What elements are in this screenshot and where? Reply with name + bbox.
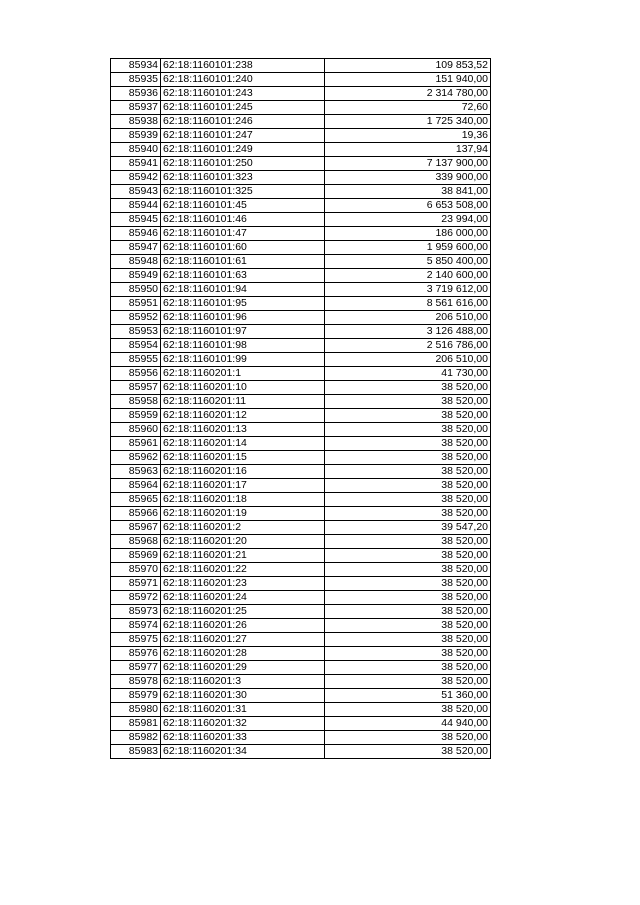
table-row [111,535,491,549]
cadastral-value-cell: 38 841,00 [325,185,491,199]
table-row [111,409,491,423]
cadastral-value-cell: 38 520,00 [325,535,491,549]
table-row [111,395,491,409]
table-row [111,675,491,689]
row-number-cell: 85961 [111,437,161,451]
row-number-cell: 85972 [111,591,161,605]
cadastral-number-cell: 62:18:1160101:47 [161,227,325,241]
cadastral-number-cell: 62:18:1160201:23 [161,577,325,591]
cadastral-value-cell: 38 520,00 [325,395,491,409]
row-number-cell: 85958 [111,395,161,409]
cadastral-number-cell: 62:18:1160101:94 [161,283,325,297]
cadastral-number-cell: 62:18:1160101:99 [161,353,325,367]
cadastral-number-cell: 62:18:1160101:97 [161,325,325,339]
row-number-cell: 85971 [111,577,161,591]
row-number-cell: 85934 [111,59,161,73]
cadastral-number-cell: 62:18:1160201:10 [161,381,325,395]
cadastral-number-cell: 62:18:1160201:20 [161,535,325,549]
row-number-cell: 85978 [111,675,161,689]
row-number-cell: 85954 [111,339,161,353]
cadastral-number-cell: 62:18:1160101:63 [161,269,325,283]
row-number-cell: 85948 [111,255,161,269]
cadastral-number-cell: 62:18:1160201:32 [161,717,325,731]
cadastral-value-cell: 38 520,00 [325,745,491,759]
table-row [111,227,491,241]
cadastral-value-cell: 41 730,00 [325,367,491,381]
cadastral-number-cell: 62:18:1160201:27 [161,633,325,647]
cadastral-number-cell: 62:18:1160101:249 [161,143,325,157]
cadastral-value-cell: 38 520,00 [325,437,491,451]
cadastral-number-cell: 62:18:1160101:323 [161,171,325,185]
table-row [111,381,491,395]
row-number-cell: 85979 [111,689,161,703]
cadastral-value-cell: 3 126 488,00 [325,325,491,339]
table-row [111,437,491,451]
cadastral-value-cell: 5 850 400,00 [325,255,491,269]
cadastral-value-cell: 3 719 612,00 [325,283,491,297]
cadastral-number-cell: 62:18:1160101:95 [161,297,325,311]
row-number-cell: 85945 [111,213,161,227]
table-row [111,325,491,339]
cadastral-value-cell: 1 725 340,00 [325,115,491,129]
row-number-cell: 85941 [111,157,161,171]
row-number-cell: 85982 [111,731,161,745]
table-row [111,717,491,731]
cadastral-value-cell: 109 853,52 [325,59,491,73]
table-row [111,605,491,619]
row-number-cell: 85974 [111,619,161,633]
cadastral-value-cell: 2 516 786,00 [325,339,491,353]
table-row [111,87,491,101]
cadastral-number-cell: 62:18:1160201:24 [161,591,325,605]
table-row [111,549,491,563]
table-row [111,745,491,759]
cadastral-value-cell: 7 137 900,00 [325,157,491,171]
row-number-cell: 85973 [111,605,161,619]
cadastral-number-cell: 62:18:1160201:11 [161,395,325,409]
row-number-cell: 85959 [111,409,161,423]
cadastral-number-cell: 62:18:1160101:245 [161,101,325,115]
cadastral-number-cell: 62:18:1160101:240 [161,73,325,87]
row-number-cell: 85942 [111,171,161,185]
cadastral-value-cell: 38 520,00 [325,507,491,521]
cadastral-value-cell: 38 520,00 [325,381,491,395]
table-row [111,591,491,605]
row-number-cell: 85981 [111,717,161,731]
row-number-cell: 85970 [111,563,161,577]
row-number-cell: 85963 [111,465,161,479]
cadastral-number-cell: 62:18:1160201:29 [161,661,325,675]
table-row [111,507,491,521]
cadastral-number-cell: 62:18:1160101:246 [161,115,325,129]
cadastral-value-cell: 38 520,00 [325,423,491,437]
cadastral-number-cell: 62:18:1160201:17 [161,479,325,493]
table-row [111,633,491,647]
cadastral-value-cell: 206 510,00 [325,311,491,325]
row-number-cell: 85940 [111,143,161,157]
row-number-cell: 85966 [111,507,161,521]
table-row [111,577,491,591]
cadastral-number-cell: 62:18:1160201:19 [161,507,325,521]
row-number-cell: 85939 [111,129,161,143]
cadastral-number-cell: 62:18:1160101:243 [161,87,325,101]
row-number-cell: 85951 [111,297,161,311]
cadastral-value-cell: 39 547,20 [325,521,491,535]
cadastral-value-cell: 206 510,00 [325,353,491,367]
row-number-cell: 85938 [111,115,161,129]
row-number-cell: 85968 [111,535,161,549]
row-number-cell: 85950 [111,283,161,297]
table-body [111,59,491,759]
cadastral-value-cell: 38 520,00 [325,549,491,563]
cadastral-number-cell: 62:18:1160101:45 [161,199,325,213]
cadastral-number-cell: 62:18:1160201:33 [161,731,325,745]
row-number-cell: 85977 [111,661,161,675]
cadastral-number-cell: 62:18:1160201:31 [161,703,325,717]
cadastral-number-cell: 62:18:1160201:15 [161,451,325,465]
cadastral-value-cell: 38 520,00 [325,633,491,647]
cadastral-number-cell: 62:18:1160201:25 [161,605,325,619]
row-number-cell: 85952 [111,311,161,325]
cadastral-number-cell: 62:18:1160101:46 [161,213,325,227]
cadastral-number-cell: 62:18:1160201:28 [161,647,325,661]
row-number-cell: 85957 [111,381,161,395]
cadastral-value-cell: 44 940,00 [325,717,491,731]
table-row [111,115,491,129]
table-row [111,353,491,367]
table-row [111,311,491,325]
cadastral-value-cell: 38 520,00 [325,563,491,577]
table-row [111,199,491,213]
table-row [111,465,491,479]
cadastral-value-cell: 51 360,00 [325,689,491,703]
row-number-cell: 85969 [111,549,161,563]
table-row [111,563,491,577]
row-number-cell: 85949 [111,269,161,283]
row-number-cell: 85944 [111,199,161,213]
row-number-cell: 85955 [111,353,161,367]
row-number-cell: 85980 [111,703,161,717]
cadastral-value-cell: 38 520,00 [325,675,491,689]
table-row [111,703,491,717]
cadastral-value-cell: 72,60 [325,101,491,115]
cadastral-value-cell: 38 520,00 [325,591,491,605]
cadastral-value-cell: 8 561 616,00 [325,297,491,311]
table-row [111,59,491,73]
cadastral-value-cell: 38 520,00 [325,619,491,633]
cadastral-number-cell: 62:18:1160101:61 [161,255,325,269]
table-row [111,255,491,269]
cadastral-number-cell: 62:18:1160201:3 [161,675,325,689]
cadastral-value-cell: 38 520,00 [325,479,491,493]
table-row [111,283,491,297]
table-row [111,171,491,185]
table-row [111,73,491,87]
cadastral-value-cell: 23 994,00 [325,213,491,227]
table-row [111,619,491,633]
table-row [111,423,491,437]
cadastral-number-cell: 62:18:1160101:98 [161,339,325,353]
row-number-cell: 85962 [111,451,161,465]
table-row [111,185,491,199]
cadastral-value-cell: 1 959 600,00 [325,241,491,255]
table-row [111,689,491,703]
table-row [111,297,491,311]
table-row [111,339,491,353]
cadastral-value-table [110,58,491,759]
table-row [111,213,491,227]
table-row [111,129,491,143]
cadastral-number-cell: 62:18:1160101:250 [161,157,325,171]
table-row [111,367,491,381]
cadastral-number-cell: 62:18:1160201:13 [161,423,325,437]
cadastral-value-cell: 38 520,00 [325,577,491,591]
cadastral-value-cell: 38 520,00 [325,493,491,507]
cadastral-number-cell: 62:18:1160201:34 [161,745,325,759]
cadastral-value-cell: 38 520,00 [325,605,491,619]
row-number-cell: 85964 [111,479,161,493]
row-number-cell: 85956 [111,367,161,381]
cadastral-number-cell: 62:18:1160201:14 [161,437,325,451]
cadastral-number-cell: 62:18:1160201:2 [161,521,325,535]
table-row [111,451,491,465]
row-number-cell: 85943 [111,185,161,199]
cadastral-value-cell: 38 520,00 [325,409,491,423]
cadastral-number-cell: 62:18:1160101:96 [161,311,325,325]
row-number-cell: 85936 [111,87,161,101]
cadastral-number-cell: 62:18:1160101:60 [161,241,325,255]
table-row [111,731,491,745]
cadastral-number-cell: 62:18:1160201:30 [161,689,325,703]
cadastral-value-cell: 38 520,00 [325,661,491,675]
cadastral-value-cell: 6 653 508,00 [325,199,491,213]
row-number-cell: 85953 [111,325,161,339]
cadastral-number-cell: 62:18:1160101:247 [161,129,325,143]
cadastral-value-cell: 339 900,00 [325,171,491,185]
cadastral-value-cell: 19,36 [325,129,491,143]
cadastral-number-cell: 62:18:1160201:16 [161,465,325,479]
table-row [111,661,491,675]
cadastral-value-cell: 38 520,00 [325,703,491,717]
row-number-cell: 85937 [111,101,161,115]
cadastral-number-cell: 62:18:1160201:1 [161,367,325,381]
cadastral-value-cell: 151 940,00 [325,73,491,87]
table-row [111,647,491,661]
table-row [111,101,491,115]
cadastral-value-cell: 38 520,00 [325,647,491,661]
cadastral-value-cell: 137,94 [325,143,491,157]
cadastral-value-cell: 38 520,00 [325,465,491,479]
table-row [111,521,491,535]
cadastral-number-cell: 62:18:1160201:21 [161,549,325,563]
row-number-cell: 85967 [111,521,161,535]
cadastral-number-cell: 62:18:1160201:18 [161,493,325,507]
row-number-cell: 85947 [111,241,161,255]
table-row [111,479,491,493]
cadastral-number-cell: 62:18:1160201:26 [161,619,325,633]
row-number-cell: 85935 [111,73,161,87]
cadastral-number-cell: 62:18:1160201:22 [161,563,325,577]
table-row [111,493,491,507]
cadastral-value-cell: 2 314 780,00 [325,87,491,101]
row-number-cell: 85946 [111,227,161,241]
table-row [111,157,491,171]
cadastral-value-cell: 38 520,00 [325,731,491,745]
row-number-cell: 85960 [111,423,161,437]
table-row [111,269,491,283]
cadastral-value-cell: 2 140 600,00 [325,269,491,283]
cadastral-number-cell: 62:18:1160201:12 [161,409,325,423]
row-number-cell: 85975 [111,633,161,647]
cadastral-value-cell: 38 520,00 [325,451,491,465]
table-row [111,241,491,255]
row-number-cell: 85976 [111,647,161,661]
table-row [111,143,491,157]
cadastral-value-cell: 186 000,00 [325,227,491,241]
row-number-cell: 85983 [111,745,161,759]
cadastral-number-cell: 62:18:1160101:325 [161,185,325,199]
cadastral-number-cell: 62:18:1160101:238 [161,59,325,73]
row-number-cell: 85965 [111,493,161,507]
